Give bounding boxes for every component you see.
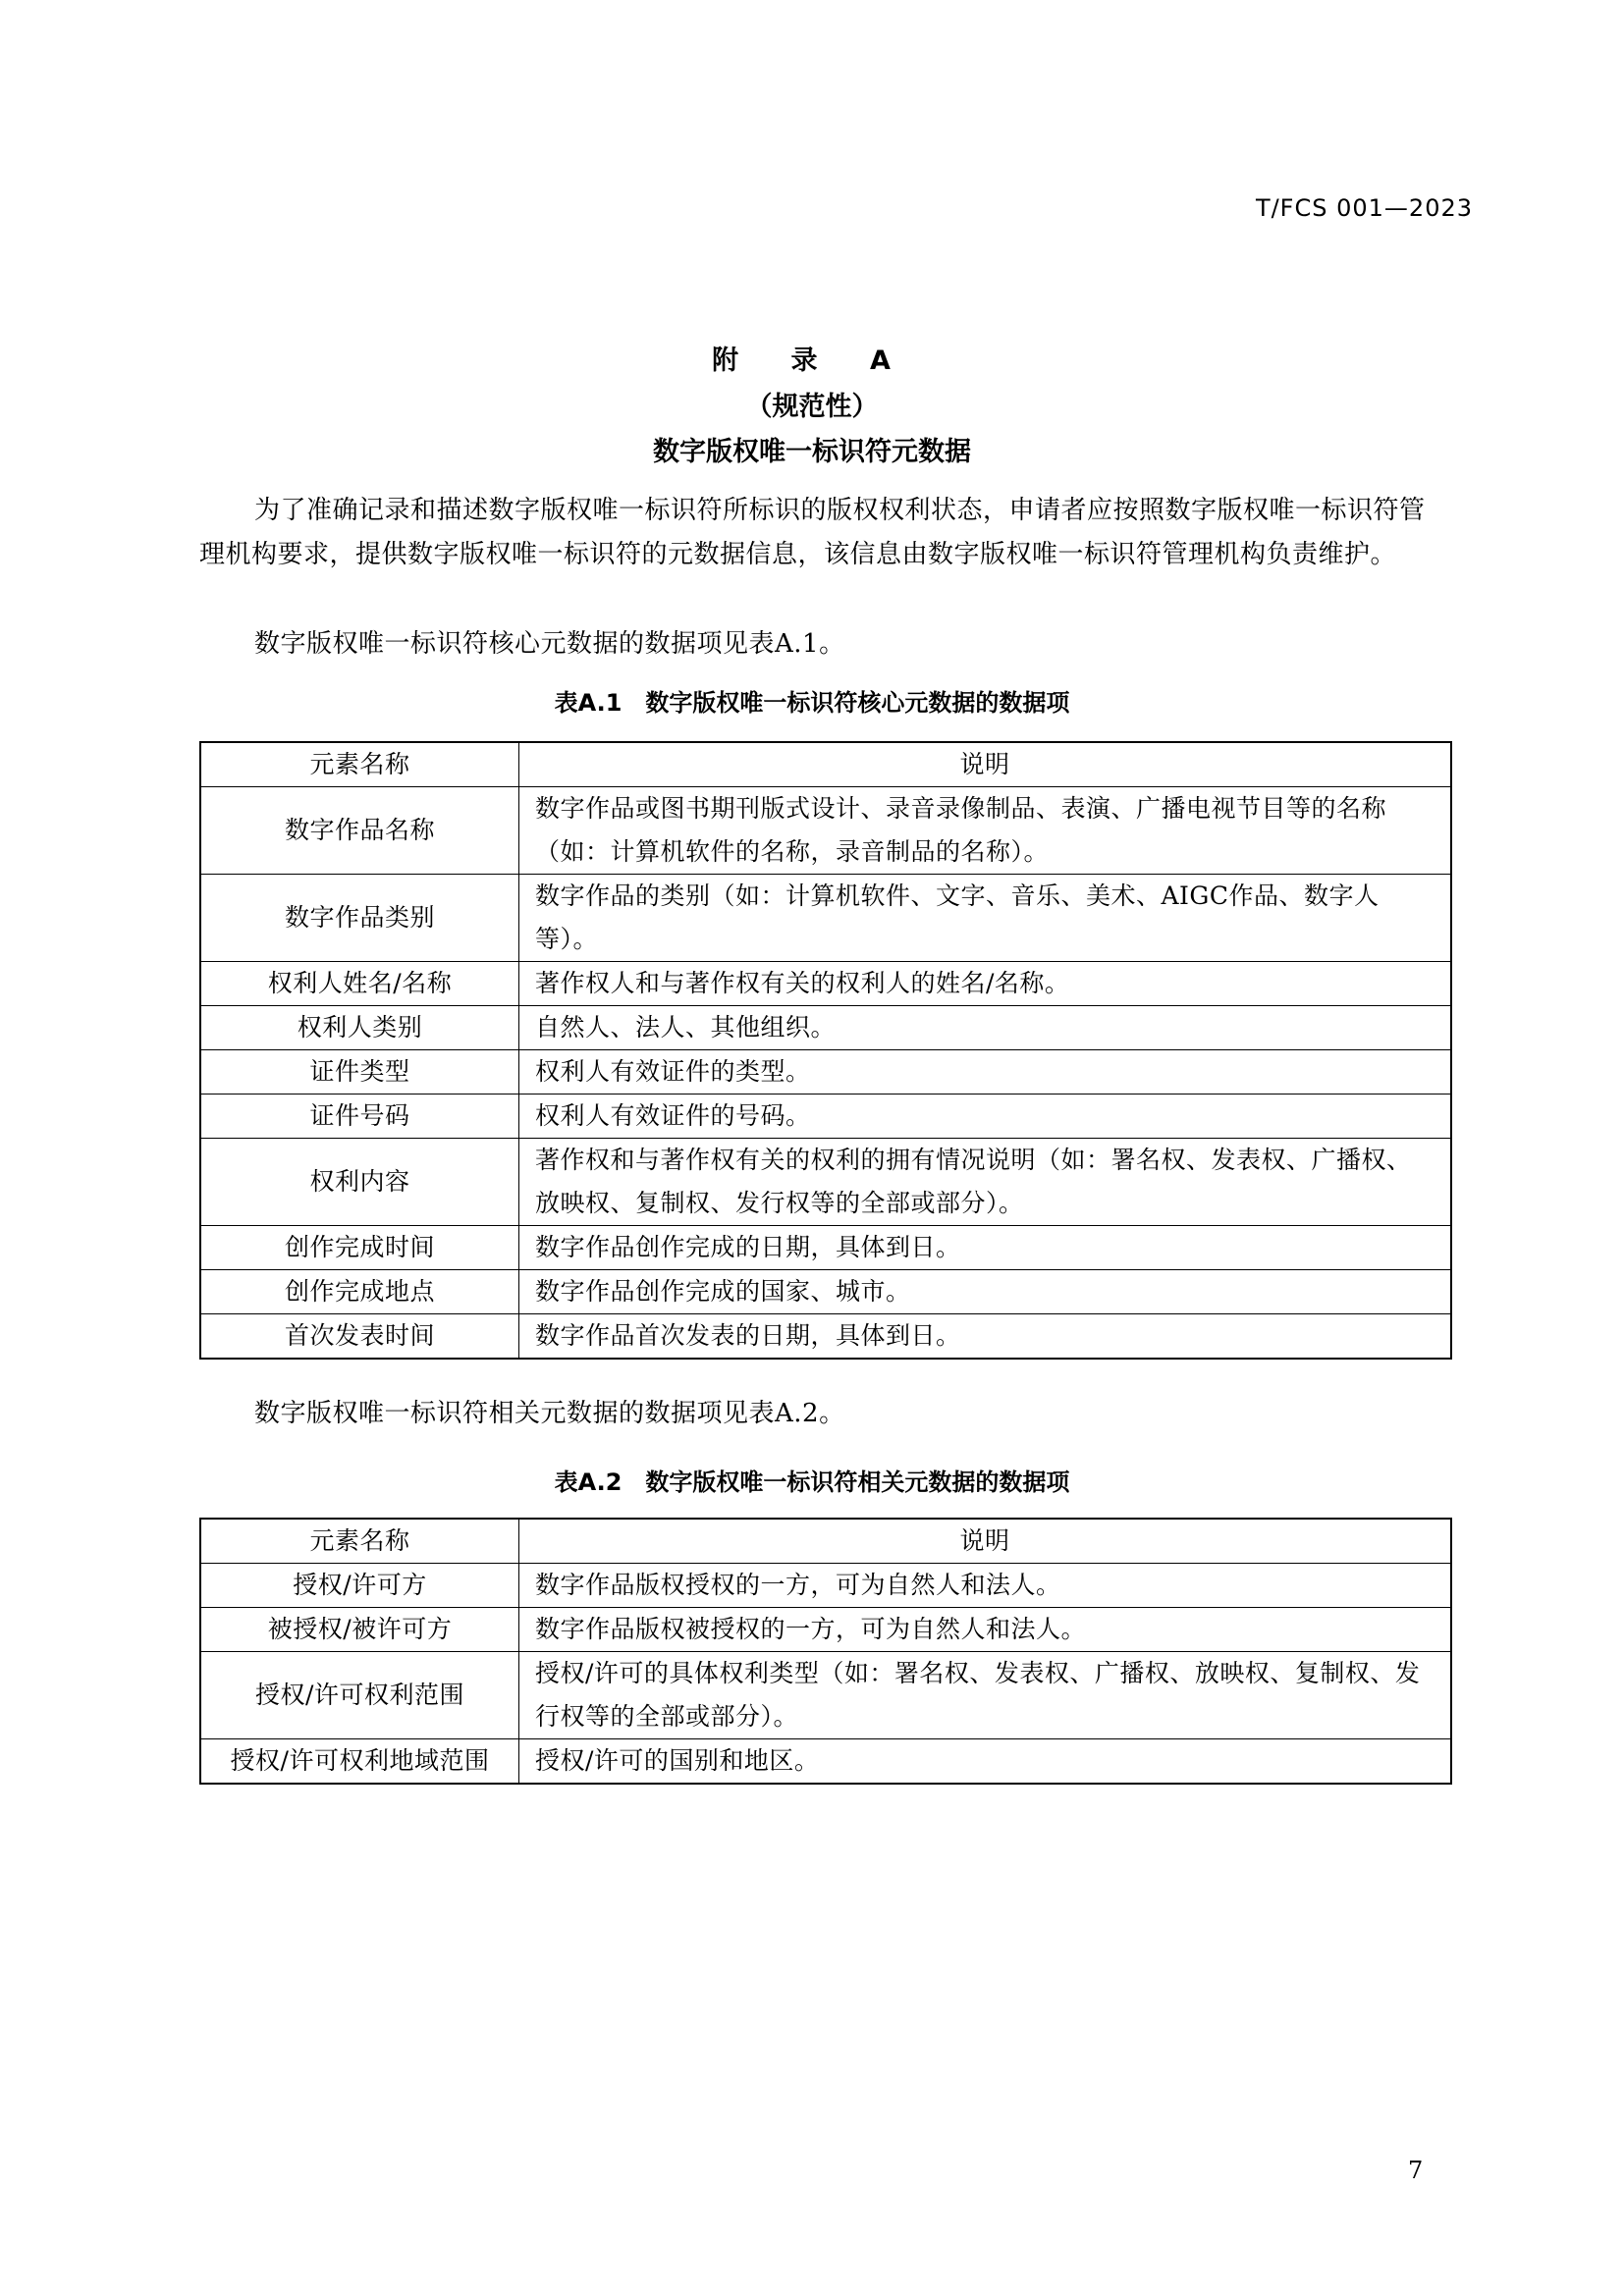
table-a1-reference: 数字版权唯一标识符核心元数据的数据项见表A.1。 [254, 629, 845, 659]
description-cell: 授权/许可的具体权利类型（如：署名权、发表权、广播权、放映权、复制权、发行权等的全部或部分）。 [519, 1652, 1452, 1739]
description-cell: 著作权人和与著作权有关的权利人的姓名/名称。 [519, 962, 1452, 1006]
table-a2 [199, 1518, 1452, 1785]
element-name-cell: 被授权/被许可方 [200, 1608, 519, 1652]
table-header-row [200, 1519, 1451, 1564]
element-name-cell: 首次发表时间 [200, 1314, 519, 1360]
description-cell: 数字作品创作完成的日期，具体到日。 [519, 1226, 1452, 1270]
table-row [200, 1270, 1451, 1314]
table-row [200, 1139, 1451, 1226]
table-row [200, 1608, 1451, 1652]
element-name-cell: 创作完成地点 [200, 1270, 519, 1314]
element-name-cell: 授权/许可方 [200, 1564, 519, 1608]
element-name-cell: 证件类型 [200, 1050, 519, 1095]
table-a2-caption: 表A.2 数字版权唯一标识符相关元数据的数据项 [554, 1468, 1070, 1496]
description-cell: 自然人、法人、其他组织。 [519, 1006, 1452, 1050]
header-element-name: 元素名称 [200, 1519, 519, 1564]
annex-heading: 附 录 A [712, 346, 912, 376]
element-name-cell: 创作完成时间 [200, 1226, 519, 1270]
header-element-name: 元素名称 [200, 742, 519, 787]
standard-code: T/FCS 001—2023 [1255, 194, 1473, 222]
page-number: 7 [1408, 2157, 1424, 2184]
intro-paragraph: 为了准确记录和描述数字版权唯一标识符所标识的版权权利状态，申请者应按照数字版权唯一标识符管理机构要求，提供数字版权唯一标识符的元数据信息，该信息由数字版权唯一标识符管理机构负责维护。 [199, 496, 1426, 569]
annex-title: 数字版权唯一标识符元数据 [653, 437, 971, 467]
table-row [200, 1095, 1451, 1139]
description-cell: 数字作品首次发表的日期，具体到日。 [519, 1314, 1452, 1360]
table-header-row [200, 742, 1451, 787]
element-name-cell: 数字作品类别 [200, 875, 519, 962]
description-cell: 授权/许可的国别和地区。 [519, 1739, 1452, 1785]
header-description: 说明 [519, 1519, 1452, 1564]
table-row [200, 1226, 1451, 1270]
element-name-cell: 权利人姓名/名称 [200, 962, 519, 1006]
table-a2-reference: 数字版权唯一标识符相关元数据的数据项见表A.2。 [254, 1399, 845, 1428]
description-cell: 权利人有效证件的类型。 [519, 1050, 1452, 1095]
element-name-cell: 数字作品名称 [200, 787, 519, 875]
table-row [200, 875, 1451, 962]
element-name-cell: 证件号码 [200, 1095, 519, 1139]
header-description: 说明 [519, 742, 1452, 787]
table-row [200, 1652, 1451, 1739]
description-cell: 数字作品的类别（如：计算机软件、文字、音乐、美术、AIGC作品、数字人等）。 [519, 875, 1452, 962]
table-row [200, 1314, 1451, 1360]
table-row [200, 787, 1451, 875]
description-cell: 著作权和与著作权有关的权利的拥有情况说明（如：署名权、发表权、广播权、放映权、复制权、发行权等的全部或部分）。 [519, 1139, 1452, 1226]
table-row [200, 1739, 1451, 1785]
element-name-cell: 权利内容 [200, 1139, 519, 1226]
table-row [200, 1006, 1451, 1050]
description-cell: 数字作品创作完成的国家、城市。 [519, 1270, 1452, 1314]
table-a1 [199, 741, 1452, 1360]
description-cell: 权利人有效证件的号码。 [519, 1095, 1452, 1139]
table-row [200, 962, 1451, 1006]
description-cell: 数字作品版权被授权的一方，可为自然人和法人。 [519, 1608, 1452, 1652]
element-name-cell: 授权/许可权利地域范围 [200, 1739, 519, 1785]
table-row [200, 1050, 1451, 1095]
description-cell: 数字作品版权授权的一方，可为自然人和法人。 [519, 1564, 1452, 1608]
annex-type: （规范性） [745, 392, 879, 422]
table-row [200, 1564, 1451, 1608]
element-name-cell: 授权/许可权利范围 [200, 1652, 519, 1739]
description-cell: 数字作品或图书期刊版式设计、录音录像制品、表演、广播电视节目等的名称（如：计算机软件的名称，录音制品的名称）。 [519, 787, 1452, 875]
table-a1-caption: 表A.1 数字版权唯一标识符核心元数据的数据项 [554, 689, 1070, 717]
element-name-cell: 权利人类别 [200, 1006, 519, 1050]
